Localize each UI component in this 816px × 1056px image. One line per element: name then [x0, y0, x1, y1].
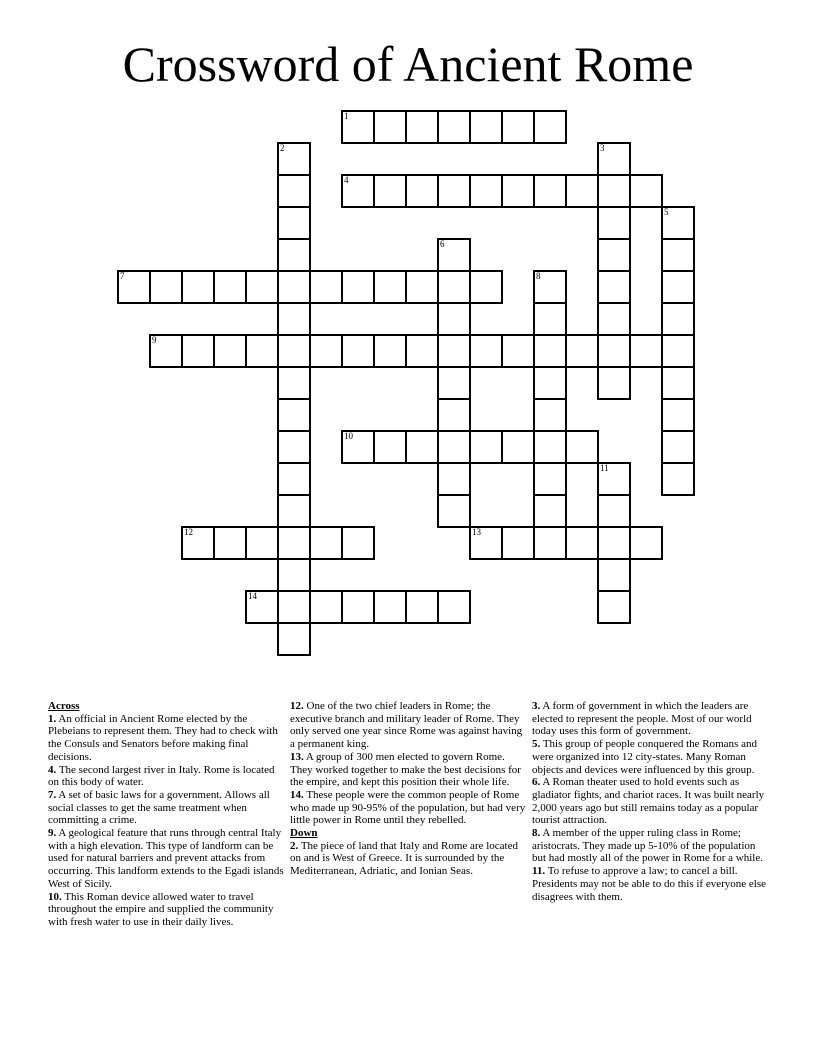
grid-cell[interactable]	[149, 334, 183, 368]
grid-cell[interactable]	[405, 110, 439, 144]
grid-cell[interactable]	[469, 110, 503, 144]
grid-cell[interactable]	[597, 334, 631, 368]
grid-cell[interactable]	[597, 238, 631, 272]
clue-number: 6	[440, 239, 445, 249]
grid-cell[interactable]	[469, 270, 503, 304]
grid-cell[interactable]	[533, 430, 567, 464]
grid-cell[interactable]	[565, 526, 599, 560]
grid-cell[interactable]	[277, 526, 311, 560]
clue-number: 7	[120, 271, 125, 281]
grid-cell[interactable]	[501, 110, 535, 144]
across-clue-4: 4. The second largest river in Italy. Rome is located on this body of water.	[48, 763, 275, 789]
across-clue-1: 1. An official in Ancient Rome elected by the Plebeians to represent them. They had to check with the Consuls and Senators before making final decisions.	[48, 712, 278, 763]
down-clue-3: 3. A form of government in which the leaders are elected to represent the people. Most of our world today uses this form of government.	[532, 700, 752, 738]
grid-cell[interactable]	[597, 462, 631, 496]
grid-cell[interactable]	[309, 526, 343, 560]
grid-cell[interactable]	[533, 462, 567, 496]
grid-cell[interactable]	[597, 270, 631, 304]
clue-number: 3	[600, 143, 605, 153]
grid-cell[interactable]	[405, 334, 439, 368]
grid-cell[interactable]	[181, 334, 215, 368]
grid-cell[interactable]	[373, 174, 407, 208]
grid-cell[interactable]	[661, 238, 695, 272]
grid-cell[interactable]	[405, 430, 439, 464]
grid-cell[interactable]	[661, 270, 695, 304]
clue-number: 10	[344, 431, 353, 441]
grid-cell[interactable]	[309, 334, 343, 368]
grid-cell[interactable]	[437, 110, 471, 144]
down-clue-11: 11. To refuse to approve a law; to cancel a bill. Presidents may not be able to do this if everyone else disagrees with them.	[532, 865, 766, 903]
clue-number: 5	[664, 207, 669, 217]
grid-cell[interactable]	[277, 430, 311, 464]
grid-cell[interactable]	[213, 526, 247, 560]
grid-cell[interactable]	[373, 430, 407, 464]
clues-column-1	[48, 700, 284, 929]
grid-cell[interactable]	[277, 590, 311, 624]
across-clue-10: 10. This Roman device allowed water to travel throughout the empire and supplied the community with fresh water to use in their daily lives.	[48, 890, 274, 928]
grid-cell[interactable]	[341, 590, 375, 624]
grid-cell[interactable]	[341, 430, 375, 464]
grid-cell[interactable]	[373, 334, 407, 368]
grid-cell[interactable]	[277, 206, 311, 240]
grid-cell[interactable]	[277, 622, 311, 656]
grid-cell[interactable]	[597, 206, 631, 240]
grid-cell[interactable]	[277, 558, 311, 592]
grid-cell[interactable]	[245, 270, 279, 304]
grid-cell[interactable]	[277, 366, 311, 400]
down-clue-6: 6. A Roman theater used to hold events such as gladiator fights, and chariot races. It was built nearly 2,000 years ago but still remains today as a popular tourist attraction.	[532, 776, 765, 827]
grid-cell[interactable]	[373, 590, 407, 624]
clue-number: 9	[152, 335, 157, 345]
grid-cell[interactable]	[597, 494, 631, 528]
grid-cell[interactable]	[565, 174, 599, 208]
grid-cell[interactable]	[245, 526, 279, 560]
clues-column-2	[290, 700, 526, 878]
grid-cell[interactable]	[661, 334, 695, 368]
grid-cell[interactable]	[277, 462, 311, 496]
grid-cell[interactable]	[277, 398, 311, 432]
grid-cell[interactable]	[277, 334, 311, 368]
grid-cell[interactable]	[149, 270, 183, 304]
grid-cell[interactable]	[277, 142, 311, 176]
across-clue-12: 12. One of the two chief leaders in Rome; the executive branch and military leader of Rome. They only served one year since Rome was against having a permanent king.	[290, 700, 523, 751]
grid-cell[interactable]	[341, 110, 375, 144]
clue-number: 4	[344, 175, 349, 185]
grid-cell[interactable]	[533, 366, 567, 400]
grid-cell[interactable]	[245, 590, 279, 624]
across-clue-13: 13. A group of 300 men elected to govern Rome. They worked together to make the best decisions for the empire, and kept this position their whole life.	[290, 750, 521, 789]
grid-cell[interactable]	[277, 494, 311, 528]
clue-number: 8	[536, 271, 541, 281]
grid-cell[interactable]	[469, 430, 503, 464]
grid-cell[interactable]	[565, 334, 599, 368]
down-clue-2: 2. The piece of land that Italy and Rome are located on and is West of Greece. It is surrounded by the Mediterranean, Adriatic, and Ionian Seas.	[290, 839, 518, 878]
grid-cell[interactable]	[565, 430, 599, 464]
clue-number: 12	[184, 527, 193, 537]
across-clue-9: 9. A geological feature that runs through central Italy with a high elevation. This type of landform can be used for natural barriers and prevent attacks from occurring. This landform extends to the Egadi islands West of Sicily.	[48, 827, 284, 890]
grid-cell[interactable]	[533, 174, 567, 208]
grid-cell[interactable]	[437, 334, 471, 368]
grid-cell[interactable]	[597, 142, 631, 176]
grid-cell[interactable]	[533, 334, 567, 368]
grid-cell[interactable]	[501, 334, 535, 368]
grid-cell[interactable]	[437, 494, 471, 528]
grid-cell[interactable]	[661, 206, 695, 240]
grid-cell[interactable]	[597, 526, 631, 560]
clue-number: 14	[248, 591, 257, 601]
across-clue-7: 7. A set of basic laws for a government. Allows all social classes to get the same treatment when committing a crime.	[48, 788, 270, 827]
down-heading: Down	[290, 827, 318, 840]
grid-cell[interactable]	[501, 174, 535, 208]
grid-cell[interactable]	[533, 110, 567, 144]
grid-cell[interactable]	[277, 302, 311, 336]
grid-cell[interactable]	[629, 334, 663, 368]
grid-cell[interactable]	[341, 334, 375, 368]
clue-number: 2	[280, 143, 285, 153]
grid-cell[interactable]	[597, 558, 631, 592]
across-heading: Across	[48, 700, 80, 712]
grid-cell[interactable]	[501, 430, 535, 464]
grid-cell[interactable]	[181, 270, 215, 304]
grid-cell[interactable]	[437, 270, 471, 304]
grid-cell[interactable]	[469, 526, 503, 560]
grid-cell[interactable]	[533, 494, 567, 528]
clue-number: 1	[344, 111, 349, 121]
grid-cell[interactable]	[533, 302, 567, 336]
grid-cell[interactable]	[373, 270, 407, 304]
grid-cell[interactable]	[661, 462, 695, 496]
grid-cell[interactable]	[437, 238, 471, 272]
down-clue-5: 5. This group of people conquered the Romans and were organized into 12 city-states. Many Roman objects and devices were influenced by this group.	[532, 738, 757, 776]
clue-number: 11	[600, 463, 609, 473]
grid-cell[interactable]	[341, 174, 375, 208]
grid-cell[interactable]	[661, 302, 695, 336]
grid-cell[interactable]	[277, 174, 311, 208]
grid-cell[interactable]	[661, 430, 695, 464]
grid-cell[interactable]	[309, 270, 343, 304]
grid-cell[interactable]	[213, 270, 247, 304]
grid-cell[interactable]	[117, 270, 151, 304]
grid-cell[interactable]	[437, 590, 471, 624]
grid-cell[interactable]	[533, 270, 567, 304]
grid-cell[interactable]	[181, 526, 215, 560]
grid-cell[interactable]	[501, 526, 535, 560]
across-clue-14: 14. These people were the common people of Rome who made up 90-95% of the population, but had very little power in Rome until they rebelled.	[290, 788, 526, 827]
grid-cell[interactable]	[309, 590, 343, 624]
grid-cell[interactable]	[629, 526, 663, 560]
grid-cell[interactable]	[245, 334, 279, 368]
grid-cell[interactable]	[469, 174, 503, 208]
grid-cell[interactable]	[437, 430, 471, 464]
grid-cell[interactable]	[469, 334, 503, 368]
grid-cell[interactable]	[405, 270, 439, 304]
grid-cell[interactable]	[341, 526, 375, 560]
grid-cell[interactable]	[277, 238, 311, 272]
grid-cell[interactable]	[341, 270, 375, 304]
grid-cell[interactable]	[405, 174, 439, 208]
grid-cell[interactable]	[629, 174, 663, 208]
down-clue-8: 8. A member of the upper ruling class in Rome; aristocrats. They made up 5-10% of the population but had mostly all of the power in Rome for a while.	[532, 827, 763, 865]
clues-column-3	[532, 700, 770, 903]
grid-cell[interactable]	[373, 110, 407, 144]
grid-cell[interactable]	[437, 302, 471, 336]
grid-cell[interactable]	[597, 174, 631, 208]
grid-cell[interactable]	[661, 366, 695, 400]
clue-number: 13	[472, 527, 481, 537]
grid-cell[interactable]	[437, 174, 471, 208]
grid-cell[interactable]	[437, 462, 471, 496]
grid-cell[interactable]	[597, 590, 631, 624]
grid-cell[interactable]	[277, 270, 311, 304]
grid-cell[interactable]	[661, 398, 695, 432]
grid-cell[interactable]	[405, 590, 439, 624]
page-title: Crossword of Ancient Rome	[122, 36, 694, 92]
grid-cell[interactable]	[533, 398, 567, 432]
grid-cell[interactable]	[533, 526, 567, 560]
grid-cell[interactable]	[213, 334, 247, 368]
grid-cell[interactable]	[597, 302, 631, 336]
grid-cell[interactable]	[437, 398, 471, 432]
grid-cell[interactable]	[437, 366, 471, 400]
grid-cell[interactable]	[597, 366, 631, 400]
